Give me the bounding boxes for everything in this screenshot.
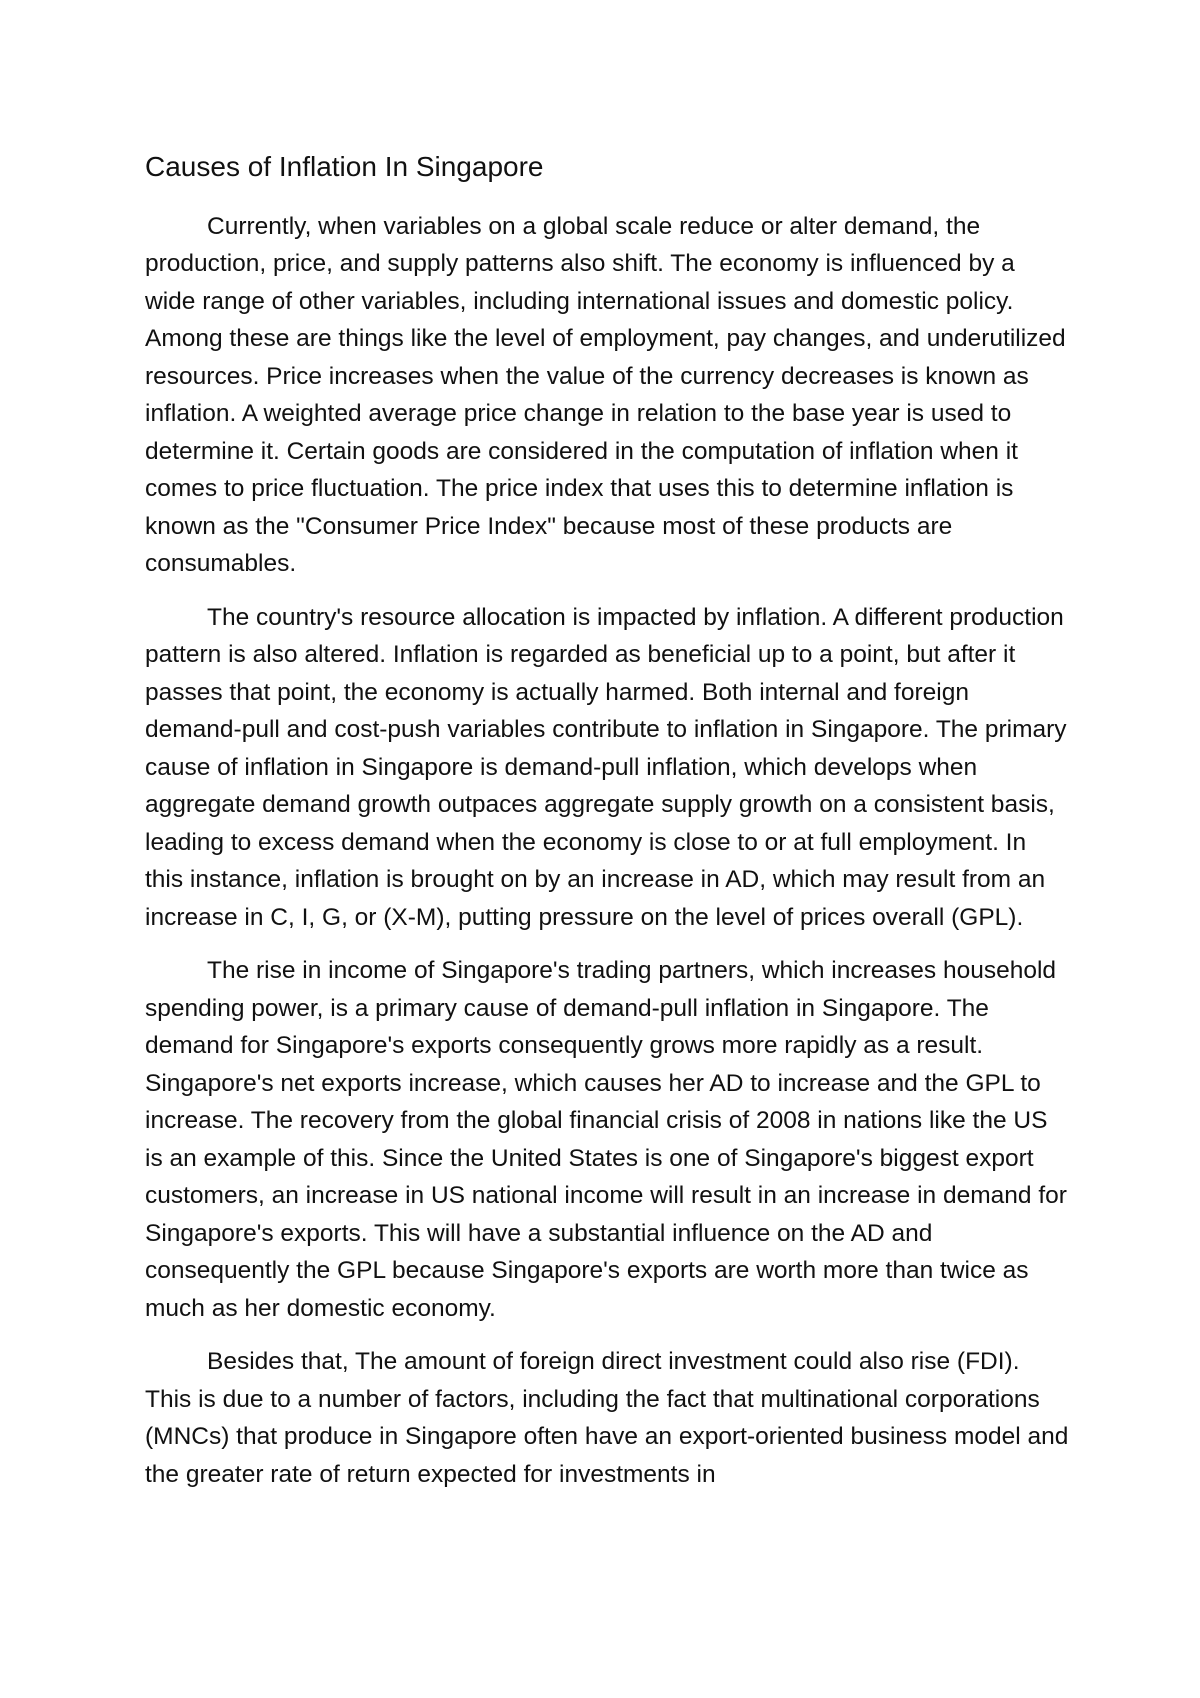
paragraph-1: Currently, when variables on a global scale reduce or alter demand, the production, price, and supply patterns also shift. The economy is influenced by a wide range of other variables, including international issues and domestic policy. Among these are things like the level of employment, pay changes, and underutilized resources. Price increases when the value of the currency decreases is known as inflation. A weighted average price change in relation to the base year is used to determine it. Certain goods are considered in the computation of inflation when it comes to price fluctuation. The price index that uses this to determine inflation is known as the "Consumer Price Index" because most of these products are consumables. [145, 212, 1066, 578]
document-body [145, 150, 1070, 1509]
document-title: Causes of Inflation In Singapore [145, 151, 544, 182]
paragraph-2: The country's resource allocation is impacted by inflation. A different production pattern is also altered. Inflation is regarded as beneficial up to a point, but after it passes that point, the economy is actually harmed. Both internal and foreign demand-pull and cost-push variables contribute to inflation in Singapore. The primary cause of inflation in Singapore is demand-pull inflation, which develops when aggregate demand growth outpaces aggregate supply growth on a consistent basis, leading to excess demand when the economy is close to or at full employment. In this instance, inflation is brought on by an increase in AD, which may result from an increase in C, I, G, or (X-M), putting pressure on the level of prices overall (GPL). [145, 603, 1067, 931]
paragraph-3: The rise in income of Singapore's trading partners, which increases household spending power, is a primary cause of demand-pull inflation in Singapore. The demand for Singapore's exports consequently grows more rapidly as a result. Singapore's net exports increase, which causes her AD to increase and the GPL to increase. The recovery from the global financial crisis of 2008 in nations like the US is an example of this. Since the United States is one of Singapore's biggest export customers, an increase in US national income will result in an increase in demand for Singapore's exports. This will have a substantial influence on the AD and consequently the GPL because Singapore's exports are worth more than twice as much as her domestic economy. [145, 957, 1067, 1322]
paragraph-4: Besides that, The amount of foreign direct investment could also rise (FDI). This is due to a number of factors, including the fact that multinational corporations (MNCs) that produce in Singapore often have an export-oriented business model and the greater rate of return expected for investments in [145, 1348, 1069, 1488]
